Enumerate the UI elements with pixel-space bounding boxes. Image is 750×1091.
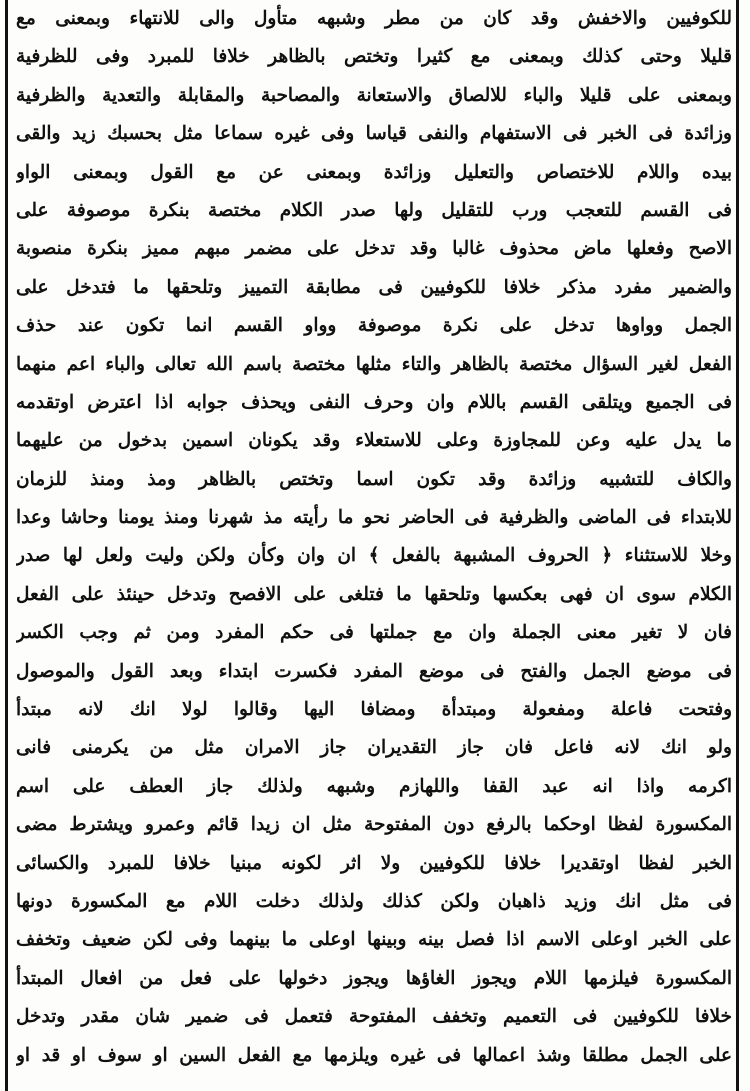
text-line: والكاف للتشبيه وزائدة وقد تكون اسما وتختص بالظاهر ومذ ومنذ للزمان: [16, 468, 732, 490]
text-line: فى موضع الجمل والفتح فى موضع المفرد فكسرت ابتداء وبعد القول والموصول: [16, 660, 732, 682]
text-line: للابتداء فى الماضى والظرفية فى الحاضر نحو ما رأيته مذ شهرنا ومنذ يومنا وحاشا وعدا: [16, 507, 732, 529]
text-line: الكلام سوى ان فهى بعكسها وتلحقها ما فتلغى على الافصح وتدخل حينئذ على الفعل: [16, 583, 732, 605]
text-line: المكسورة لفظا اوحكما بالرفع دون المفتوحة مثل ان زيدا قائم وعمرو ويشترط مضى: [16, 814, 732, 836]
text-line-partial: على الجمل مطلقا وشذ اعمالها فى غيره ويلزمها مع الفعل السين او سوف او قد او: [16, 1044, 732, 1066]
text-line: فى مثل انك وزيد ذاهبان ولكن كذلك ولذلك دخلت اللام مع المكسورة دونها: [16, 890, 732, 912]
text-line: وفتحت فاعلة ومفعولة ومبتدأة ومضافا اليها وقالوا لولا انك لانه مبتدأ: [16, 699, 732, 721]
text-line: والضمير مفرد مذكر خلافا للكوفيين فى مطابقة التمييز وتلحقها ما فتدخل على: [16, 276, 732, 298]
text-line: وزائدة فى الخبر فى الاستفهام والنفى قياسا وفى غيره سماعا مثل بحسبك زيد والقى: [16, 123, 732, 145]
text-line: للكوفيين والاخفش وقد كان من مطر وشبهه متأول والى للانتهاء وبمعنى مع: [16, 8, 732, 29]
text-line: فى الجميع ويتلقى القسم باللام وان وحرف النفى ويحذف جوابه اذا اعترض اوتقدمه: [16, 391, 732, 413]
text-line: ولو انك لانه فاعل فان جاز التقديران جاز الامران مثل من يكرمنى فانى: [16, 737, 732, 759]
arabic-text-body: [16, 0, 732, 1075]
left-margin-rule: [5, 0, 8, 1091]
text-line: بيده واللام للاختصاص والتعليل وزائدة وبمعنى عن مع القول وبمعنى الواو: [16, 161, 732, 183]
text-line: وبمعنى على قليلا والباء للالصاق والاستعانة والمصاحبة والمقابلة والتعدية والظرفية: [16, 84, 732, 106]
text-line: ما يدل عليه وعن للمجاوزة وعلى للاستعلاء وقد يكونان اسمين بدخول من عليهما: [16, 430, 732, 452]
text-line: فان لا تغير معنى الجملة وان مع جملتها فى حكم المفرد ومن ثم وجب الكسر: [16, 622, 732, 644]
text-line: الجمل وواوها تدخل على نكرة موصوفة وواو القسم انما تكون عند حذف: [16, 315, 732, 337]
text-line: الفعل لغير السؤال مختصة بالظاهر والتاء مثلها مختصة باسم الله تعالى والباء اعم منهما: [16, 353, 732, 375]
right-margin-rule: [736, 0, 739, 1091]
text-line: الخبر لفظا اوتقديرا خلافا للكوفيين ولا اثر لكونه مبنيا خلافا للمبرد والكسائى: [16, 852, 732, 874]
text-line: الاصح وفعلها ماض محذوف غالبا وقد تدخل على مضمر مبهم مميز بنكرة منصوبة: [16, 238, 732, 260]
text-line: المكسورة فيلزمها اللام ويجوز الغاؤها ويجوز دخولها على فعل من افعال المبتدأ: [16, 967, 732, 989]
text-line: وخلا للاستثناء ﴿ الحروف المشبهة بالفعل ﴾ ان وان وكأن ولكن وليت ولعل لها صدر: [16, 545, 732, 567]
text-line: اكرمه واذا انه عبد القفا واللهازم وشبهه ولذلك جاز العطف على اسم: [16, 775, 732, 797]
text-line: خلافا للكوفيين فى التعميم وتخفف المفتوحة فتعمل فى ضمير شان مقدر وتدخل: [16, 1006, 732, 1028]
text-line: فى القسم للتعجب ورب للتقليل ولها صدر الكلام مختصة بنكرة موصوفة على: [16, 199, 732, 221]
text-line: على الخبر اوعلى الاسم اذا فصل بينه وبينها اوعلى ما بينهما وفى لكن ضعيف وتخفف: [16, 929, 732, 951]
text-line: قليلا وحتى كذلك وبمعنى مع كثيرا وتختص بالظاهر خلافا للمبرد وفى للظرفية: [16, 46, 732, 68]
